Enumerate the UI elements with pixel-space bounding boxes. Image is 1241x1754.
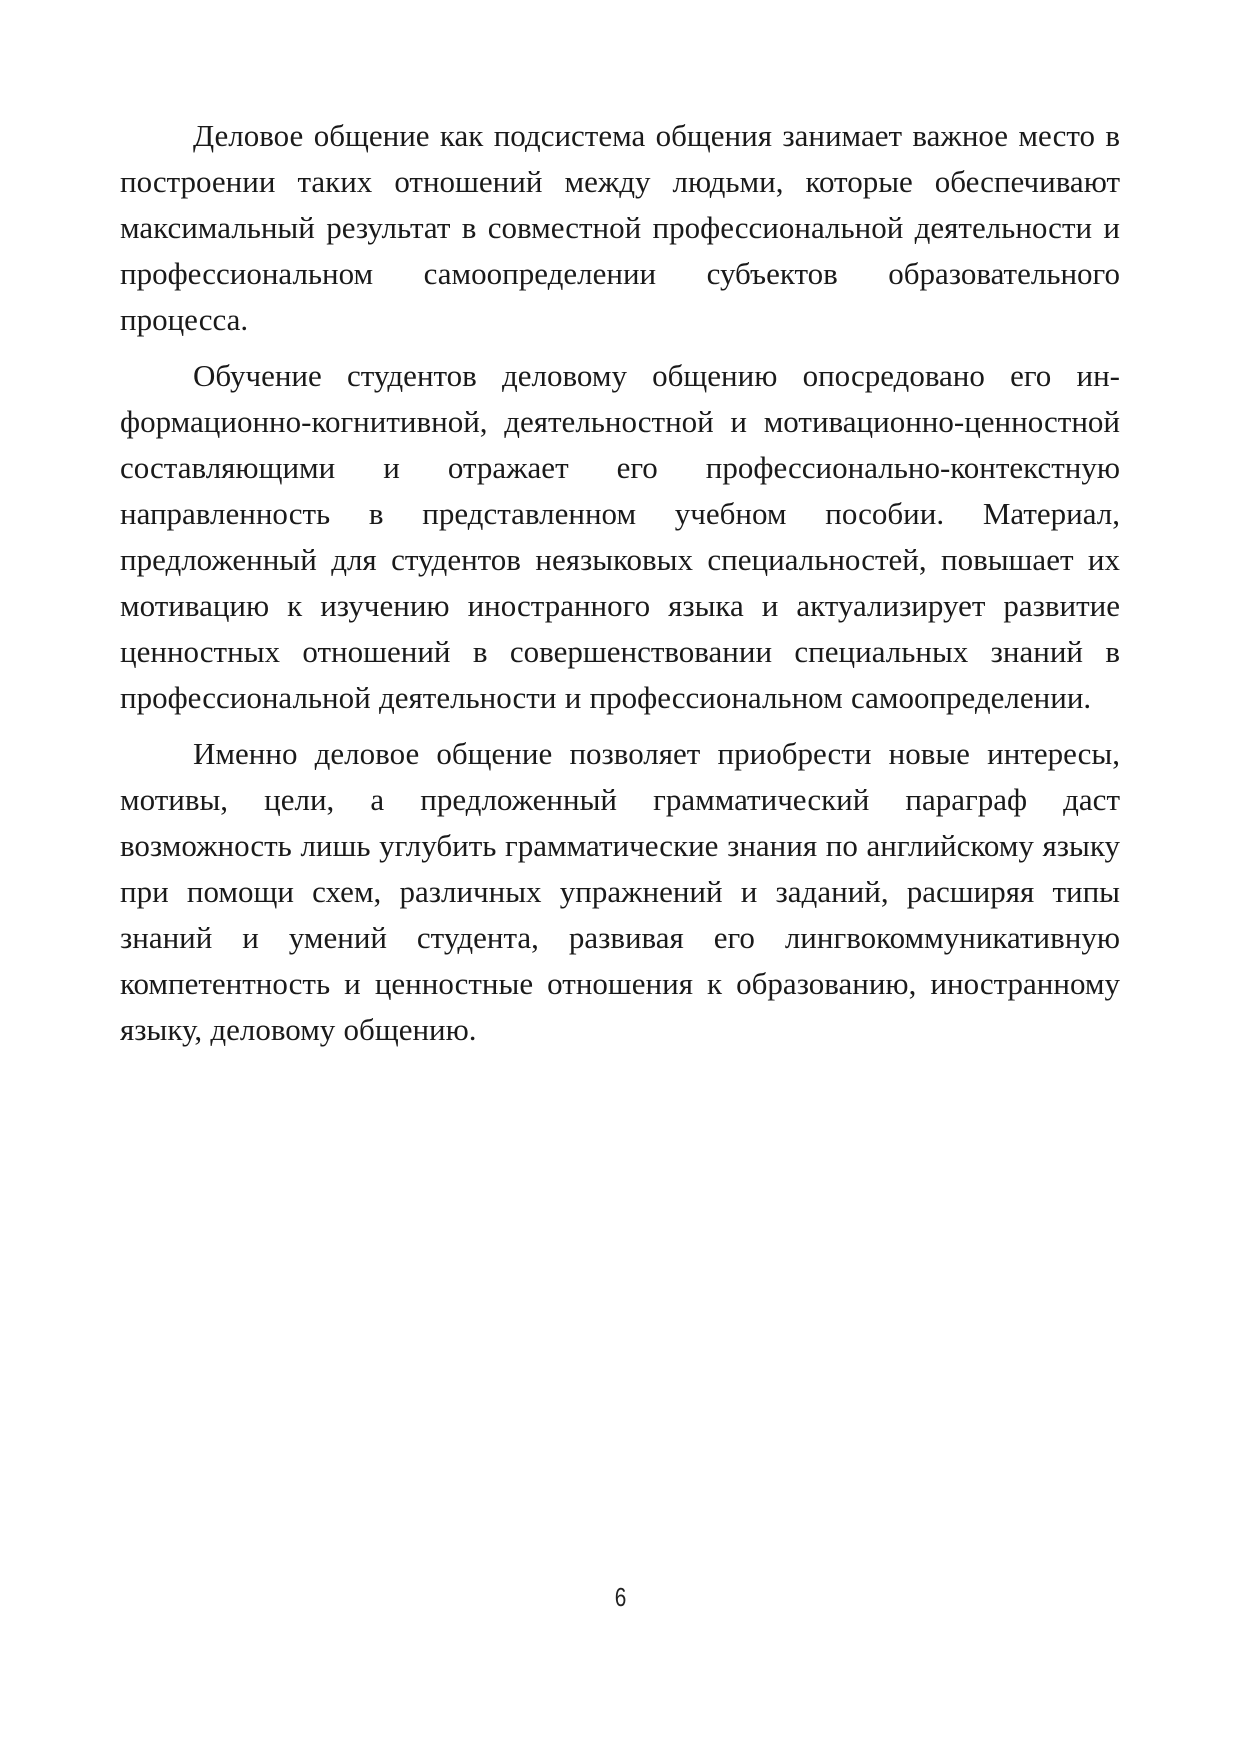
paragraph-1: Деловое общение как подсистема общения занимает важное место в построении таких отношений между людьми, которые обеспечивают максимальный результат в совместной профессиональной деятельности и профессиональном самоопределении субъектов образовательного процесса. (120, 118, 1120, 337)
body-text (120, 113, 1120, 1053)
paragraph-2: Обучение студентов деловому общению опосредовано его информационно-когнитивной, деятельностной и мотивационно-ценностной составляющими и отражает его профессионально-контекстную направленность в представленном учебном пособии. Материал, предложенный для студентов неязыковых специальностей, повышает их мотивацию к изучению иностранного языка и актуализирует развитие ценностных отношений в совершенствовании специальных знаний в профессиональной деятельности и профессиональном самоопределении. (120, 358, 1120, 715)
paragraph-3: Именно деловое общение позволяет приобрести новые интересы, мотивы, цели, а предложенный грамматический параграф даст возможность лишь углубить грамматические знания по английскому языку при помощи схем, различных упражнений и заданий, расширяя типы знаний и умений студента, развивая его лингвокоммуникативную компетентность и ценностные отношения к образованию, иностранному языку, деловому общению. (120, 736, 1120, 1047)
page-number: 6 (614, 1582, 627, 1612)
